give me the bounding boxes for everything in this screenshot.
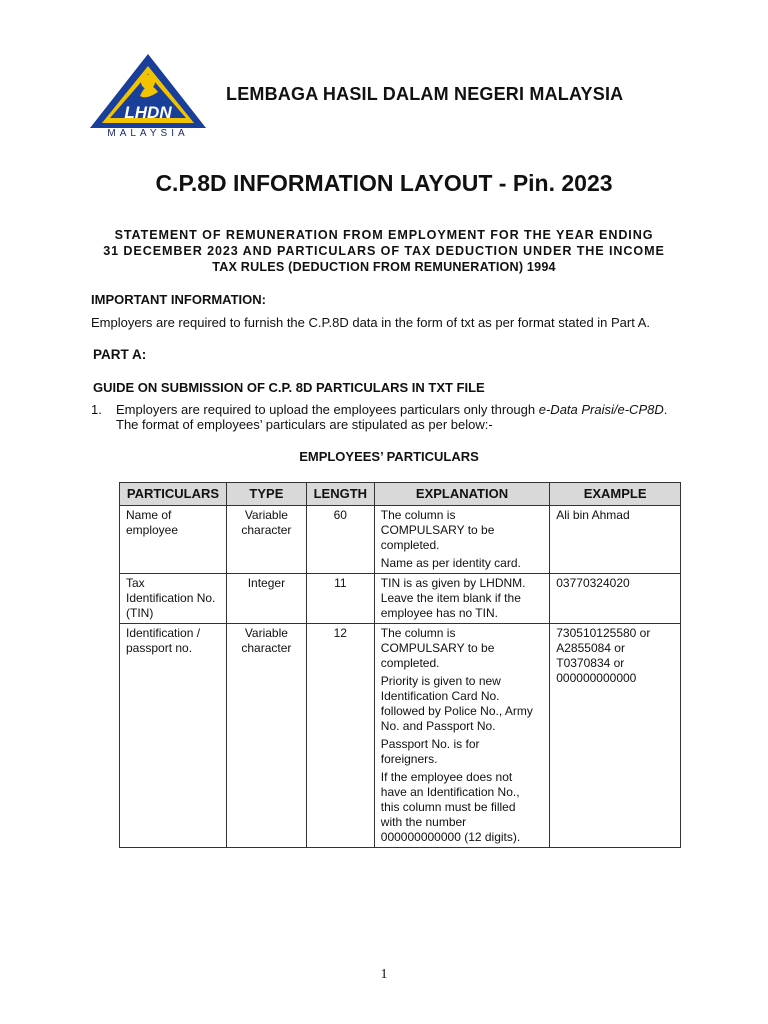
cell-explanation xyxy=(374,574,549,624)
cell-type xyxy=(226,574,306,624)
cell-line: Name of xyxy=(126,508,172,522)
explanation-paragraph xyxy=(381,674,543,734)
statement-heading xyxy=(84,227,684,275)
cell-line: No. and Passport No. xyxy=(380,719,496,733)
cell-line: COMPULSARY to be xyxy=(380,523,495,537)
cell-type xyxy=(226,506,306,574)
cell-particulars xyxy=(120,574,227,624)
cell-line: Passport No. is for xyxy=(380,737,480,751)
table-row xyxy=(120,574,681,624)
table-row xyxy=(120,624,681,848)
cell-line: A2855084 or xyxy=(556,641,625,655)
cell-line: COMPULSARY to be xyxy=(380,641,495,655)
important-text: Employers are required to furnish the C.P.8D data in the form of txt as per format stated in Part A. xyxy=(91,315,651,330)
cell-line: If the employee does not xyxy=(380,770,513,784)
cell-example xyxy=(550,506,681,574)
header-particulars: PARTICULARS xyxy=(120,483,227,506)
cell-line: Leave the item blank if the xyxy=(380,591,521,605)
guide-heading: GUIDE ON SUBMISSION OF C.P. 8D PARTICULARS IN TXT FILE xyxy=(93,380,485,395)
item-continuation: The format of employees’ particulars are stipulated as per below:- xyxy=(116,417,493,432)
explanation-paragraph xyxy=(381,508,543,553)
cell-line: Variable xyxy=(244,626,288,640)
important-heading: IMPORTANT INFORMATION: xyxy=(91,292,266,307)
cell-particulars xyxy=(120,624,227,848)
cell-line: with the number xyxy=(380,815,467,829)
statement-line-3: TAX RULES (DEDUCTION FROM REMUNERATION) 1994 xyxy=(212,260,556,274)
explanation-paragraph xyxy=(381,626,543,671)
header-example: EXAMPLE xyxy=(550,483,681,506)
cell-example xyxy=(550,624,681,848)
header-type: TYPE xyxy=(226,483,306,506)
cell-line: have an Identification No., xyxy=(380,785,520,799)
cell-example xyxy=(550,574,681,624)
cell-line: completed. xyxy=(380,656,440,670)
cell-line: Identification / xyxy=(126,626,201,640)
table-header-row xyxy=(120,483,681,506)
cell-explanation xyxy=(374,624,549,848)
item-italic-text: e-Data Praisi/e-CP8D xyxy=(538,402,664,417)
cell-line: passport no. xyxy=(126,641,193,655)
explanation-paragraph xyxy=(381,770,543,845)
explanation-paragraph xyxy=(381,556,543,571)
cell-line: Identification Card No. xyxy=(380,689,500,703)
cell-line: The column is xyxy=(380,508,456,522)
cell-line: employee has no TIN. xyxy=(380,606,498,620)
cell-line: foreigners. xyxy=(380,752,438,766)
header-explanation: EXPLANATION xyxy=(374,483,549,506)
item-text-end: . xyxy=(663,402,668,417)
list-number: 1. xyxy=(91,402,102,417)
table-row xyxy=(120,506,681,574)
list-item-1 xyxy=(91,402,667,432)
cell-line: character xyxy=(241,641,292,655)
organization-name: LEMBAGA HASIL DALAM NEGERI MALAYSIA xyxy=(226,84,624,104)
cell-line: followed by Police No., Army xyxy=(380,704,533,718)
lhdn-logo xyxy=(88,52,208,138)
explanation-paragraph xyxy=(381,737,543,767)
cell-line: T0370834 or xyxy=(556,656,625,670)
cell-line: 03770324020 xyxy=(556,576,630,590)
page-number: 1 xyxy=(380,967,388,982)
cell-line: TIN is as given by LHDNM. xyxy=(380,576,526,590)
item-text: Employers are required to upload the employees particulars only through xyxy=(116,402,539,417)
statement-line-1: STATEMENT OF REMUNERATION FROM EMPLOYMENT FOR THE YEAR ENDING xyxy=(114,228,654,242)
cell-line: Tax xyxy=(126,576,145,590)
cell-line: Identification No. xyxy=(126,591,216,605)
cell-line: 000000000000 (12 digits). xyxy=(380,830,521,844)
cell-line: The column is xyxy=(380,626,456,640)
cell-line: (TIN) xyxy=(126,606,154,620)
header-length: LENGTH xyxy=(306,483,374,506)
document-title: C.P.8D INFORMATION LAYOUT - Pin. 2023 xyxy=(155,170,613,196)
cell-line: character xyxy=(241,523,292,537)
statement-line-2: 31 DECEMBER 2023 AND PARTICULARS OF TAX DEDUCTION UNDER THE INCOME xyxy=(103,244,665,258)
cell-length: 11 xyxy=(306,574,374,624)
part-a-heading: PART A: xyxy=(93,347,147,362)
cell-line: Variable xyxy=(244,508,288,522)
cell-length: 60 xyxy=(306,506,374,574)
logo-subtext: MALAYSIA xyxy=(107,128,189,138)
logo-text: LHDN xyxy=(124,103,172,122)
cell-line: Integer xyxy=(247,576,286,590)
table-title: EMPLOYEES’ PARTICULARS xyxy=(299,449,479,464)
explanation-paragraph xyxy=(381,576,543,621)
cell-length: 12 xyxy=(306,624,374,848)
cell-particulars xyxy=(120,506,227,574)
cell-line: Name as per identity card. xyxy=(380,556,521,570)
cell-type xyxy=(226,624,306,848)
cell-line: this column must be filled xyxy=(380,800,516,814)
cell-line: Ali bin Ahmad xyxy=(556,508,630,522)
cell-line: completed. xyxy=(380,538,440,552)
cell-explanation xyxy=(374,506,549,574)
cell-line: employee xyxy=(126,523,179,537)
cell-line: 730510125580 or xyxy=(556,626,651,640)
employees-particulars-table xyxy=(119,482,681,848)
cell-line: Priority is given to new xyxy=(380,674,501,688)
cell-line: 000000000000 xyxy=(556,671,637,685)
